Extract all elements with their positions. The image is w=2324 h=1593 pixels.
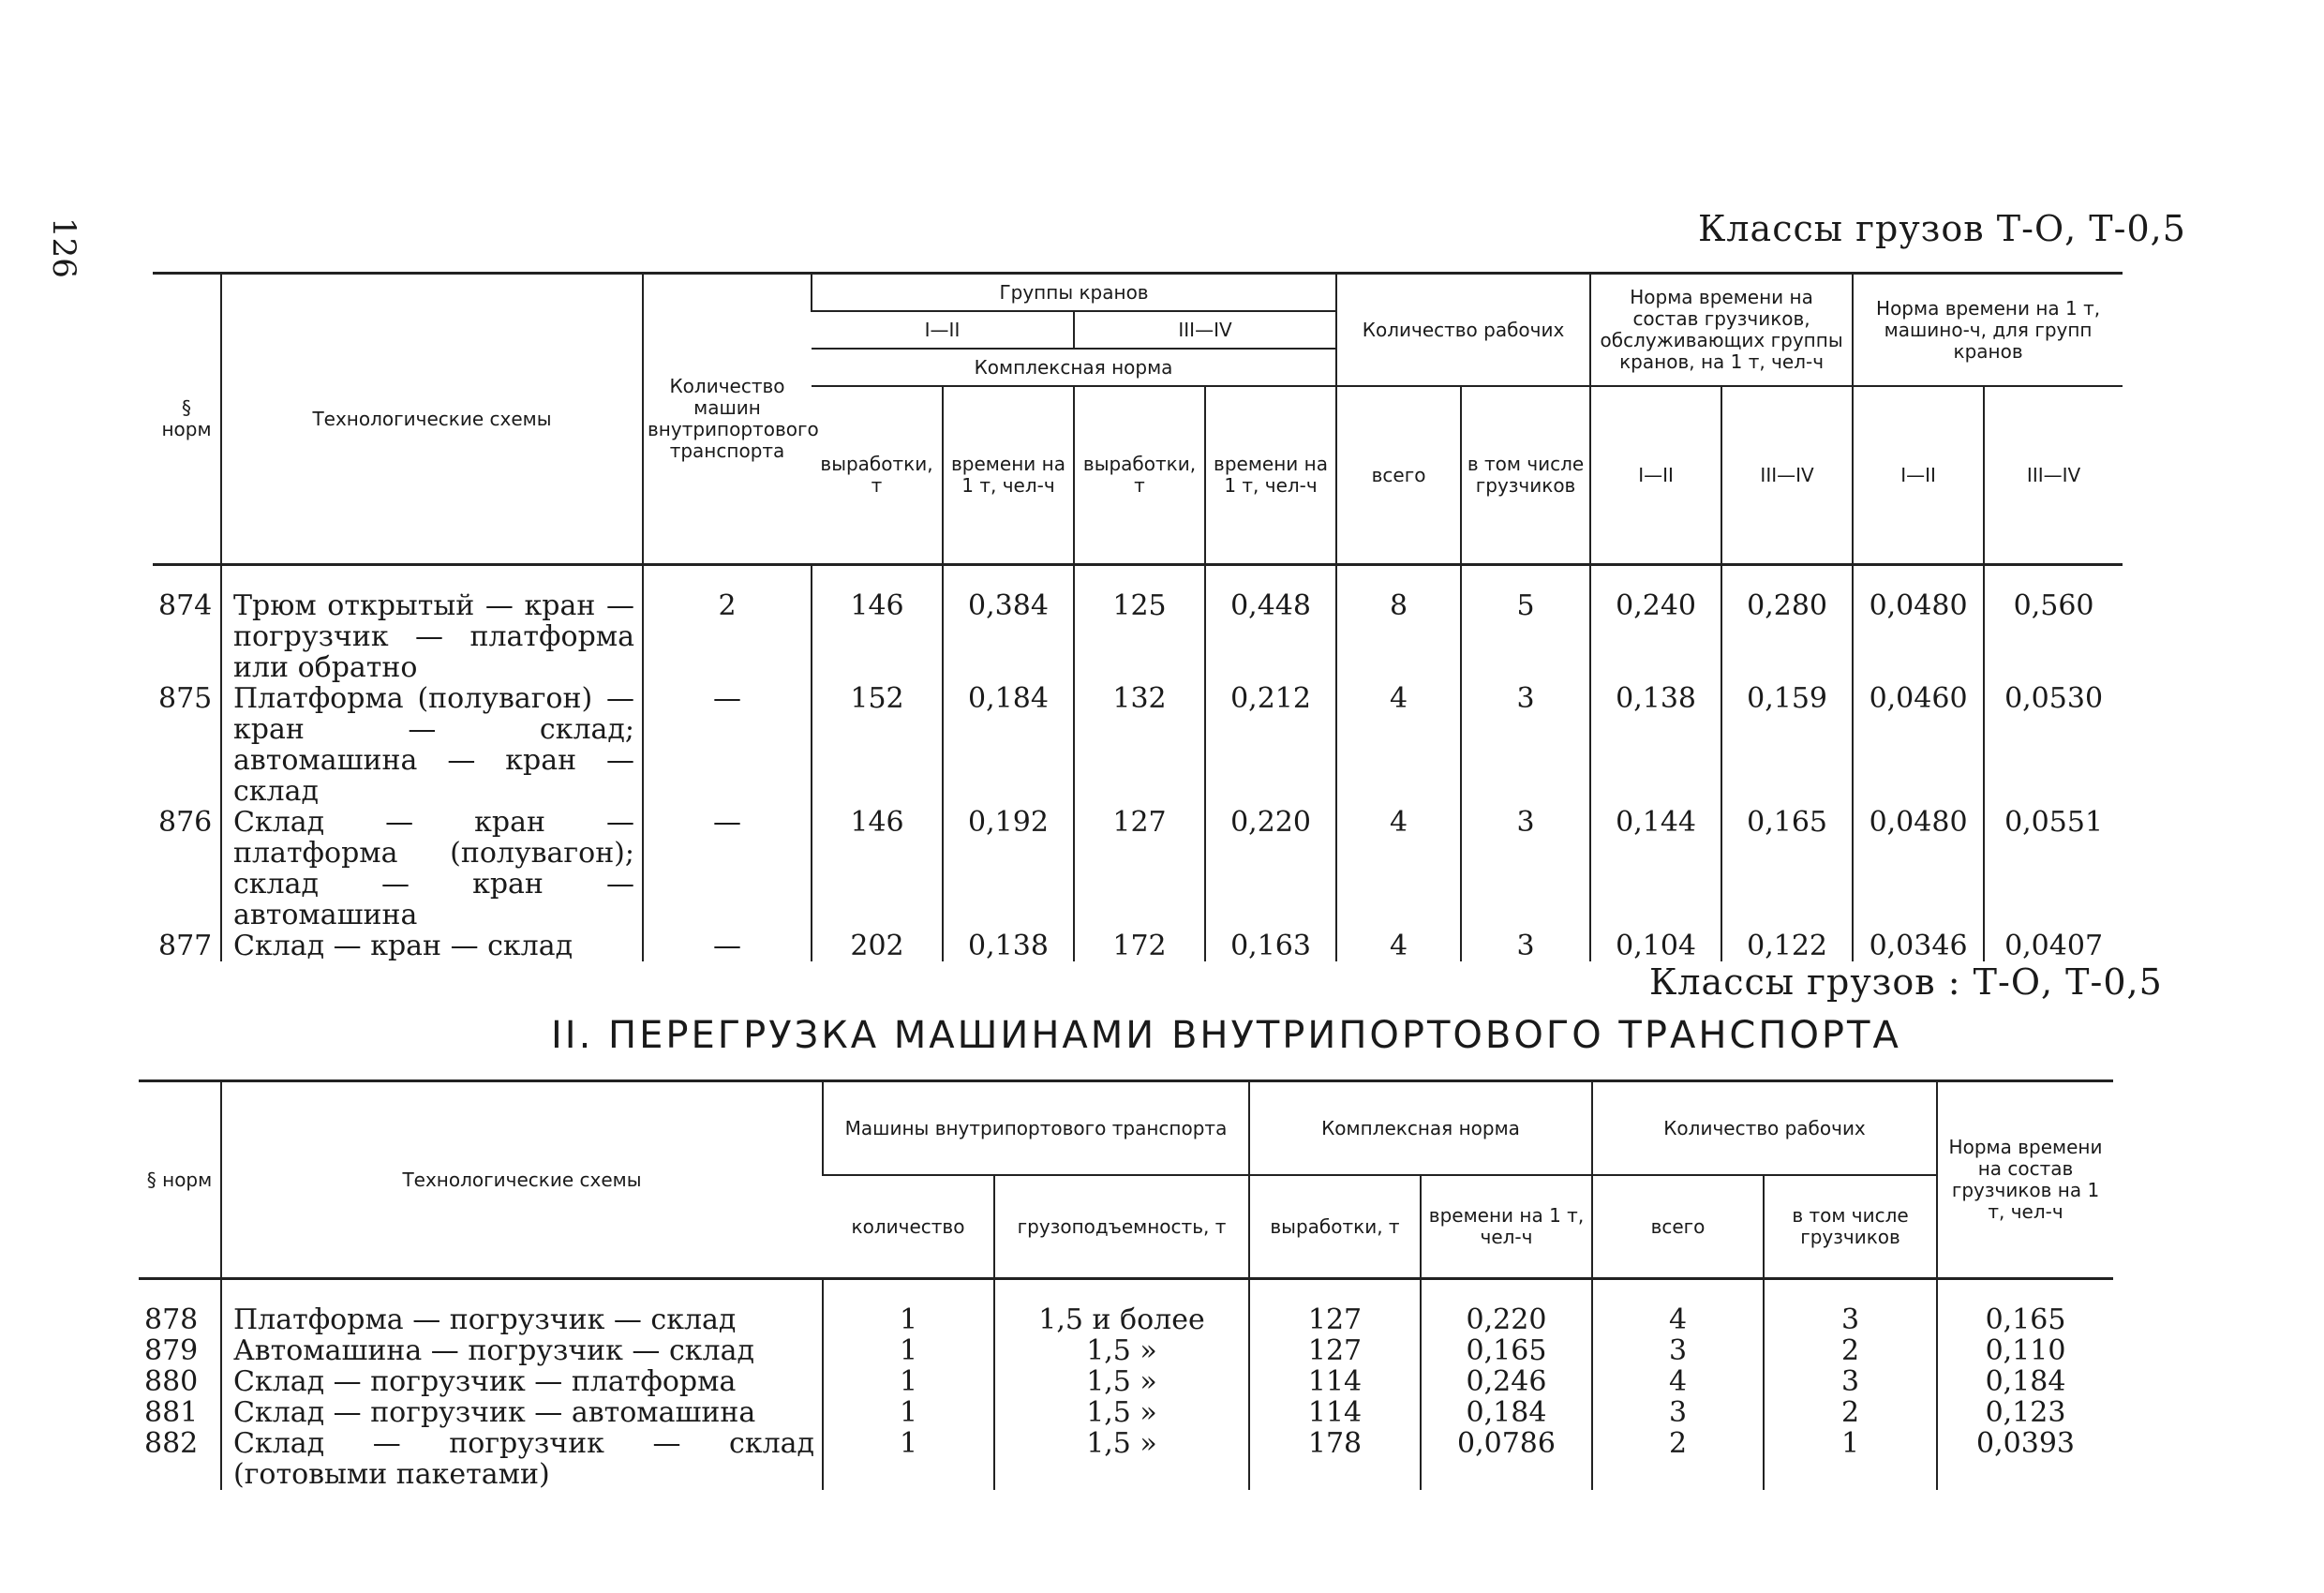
workers-loaders: 1 <box>1764 1428 1937 1490</box>
capacity: 1,5 » <box>994 1428 1249 1490</box>
crew-time: 0,184 <box>1937 1366 2113 1397</box>
machines-count: 2 <box>643 565 812 684</box>
scheme-text: Склад — погрузчик — автомашина <box>221 1397 823 1428</box>
crew-time: 0,110 <box>1937 1335 2113 1366</box>
output-1-2-header: выработки, т <box>820 453 933 497</box>
workers-total-header: всего <box>1592 1175 1764 1279</box>
machine-qty: 1 <box>823 1397 994 1428</box>
norm-number: 880 <box>144 1365 199 1398</box>
time-1-2: 0,138 <box>943 930 1074 961</box>
crew-time-3-4: 0,280 <box>1721 565 1853 684</box>
scheme-text: Склад — погрузчик — платформа <box>221 1366 823 1397</box>
transport-norms-table <box>139 1079 2113 1490</box>
workers-loaders-header: в том числе грузчиков <box>1461 386 1590 565</box>
machine-time-norm-header: Норма времени на 1 т, машино-ч, для групп кранов <box>1853 274 2123 387</box>
group-1-2-header: I—II <box>812 311 1074 349</box>
machine-3-4-header: III—IV <box>1984 386 2123 565</box>
scheme-header: Технологические схемы <box>221 1081 823 1279</box>
output-3-4: 125 <box>1074 565 1205 684</box>
workers-loaders: 3 <box>1461 683 1590 807</box>
output-header: выработки, т <box>1249 1175 1421 1279</box>
workers-loaders: 5 <box>1461 565 1590 684</box>
crew-time-3-4: 0,159 <box>1721 683 1853 807</box>
time-3-4-header: времени на 1 т, чел-ч <box>1205 386 1336 565</box>
machine-qty: 1 <box>823 1335 994 1366</box>
scheme-text: Склад — кран — платформа (полувагон); склад — кран — автомашина <box>221 807 643 930</box>
crew-3-4-header: III—IV <box>1721 386 1853 565</box>
qty-header: количество <box>851 1214 965 1238</box>
time-1-2: 0,384 <box>943 565 1074 684</box>
machine-qty: 1 <box>823 1366 994 1397</box>
workers-loaders: 2 <box>1764 1335 1937 1366</box>
output-3-4-header: выработки, т <box>1074 386 1205 565</box>
capacity: 1,5 » <box>994 1397 1249 1428</box>
time: 0,246 <box>1421 1366 1592 1397</box>
output: 114 <box>1249 1366 1421 1397</box>
time-3-4: 0,212 <box>1205 683 1336 807</box>
capacity: 1,5 » <box>994 1335 1249 1366</box>
machines-count: — <box>643 683 812 807</box>
table-row <box>153 807 2123 930</box>
output-1-2: 202 <box>812 930 943 961</box>
cargo-classes-title: Классы грузов Т-О, Т-0,5 <box>1698 208 2186 249</box>
time-header: времени на 1 т, чел-ч <box>1421 1175 1592 1279</box>
workers-loaders: 2 <box>1764 1397 1937 1428</box>
time-3-4: 0,448 <box>1205 565 1336 684</box>
output-3-4: 127 <box>1074 807 1205 930</box>
time: 0,184 <box>1421 1397 1592 1428</box>
crew-time-1-2: 0,240 <box>1590 565 1721 684</box>
machine-time-3-4: 0,560 <box>1984 565 2123 684</box>
crew-time-1-2: 0,104 <box>1590 930 1721 961</box>
group-3-4-header: III—IV <box>1074 311 1336 349</box>
scheme-text: Трюм открытый — кран — погрузчик — платформа или обратно <box>221 565 643 684</box>
machine-time-3-4: 0,0530 <box>1984 683 2123 807</box>
crew-time-norm-header: Норма времени на состав грузчиков, обслуживающих группы кранов, на 1 т, чел-ч <box>1590 274 1853 387</box>
output-3-4: 132 <box>1074 683 1205 807</box>
workers-total: 4 <box>1336 683 1461 807</box>
machine-time-1-2: 0,0480 <box>1853 565 1984 684</box>
crew-1-2-header: I—II <box>1590 386 1721 565</box>
time: 0,0786 <box>1421 1428 1592 1490</box>
workers-total: 4 <box>1592 1366 1764 1397</box>
norm-number: 874 <box>153 565 221 684</box>
scheme-text: Платформа — погрузчик — склад <box>221 1279 823 1336</box>
norm-number: 876 <box>158 806 213 839</box>
output: 114 <box>1249 1397 1421 1428</box>
scheme-text: Платформа (полувагон) — кран — склад; автомашина — кран — склад <box>221 683 643 807</box>
workers-loaders: 3 <box>1764 1279 1937 1336</box>
machine-qty: 1 <box>823 1428 994 1490</box>
complex-norm-header: Комплексная норма <box>1249 1081 1592 1176</box>
crew-time: 0,123 <box>1937 1397 2113 1428</box>
machine-qty: 1 <box>823 1279 994 1336</box>
output: 178 <box>1249 1428 1421 1490</box>
machines-count: — <box>643 807 812 930</box>
machine-time-1-2: 0,0480 <box>1853 807 1984 930</box>
workers-total: 3 <box>1592 1335 1764 1366</box>
table-row <box>139 1279 2113 1336</box>
time-3-4: 0,163 <box>1205 930 1336 961</box>
table-row <box>153 565 2123 684</box>
workers-loaders: 3 <box>1461 930 1590 961</box>
complex-norm-header: Комплексная норма <box>812 349 1336 386</box>
table-row <box>139 1335 2113 1366</box>
output-1-2: 146 <box>812 565 943 684</box>
time-3-4: 0,220 <box>1205 807 1336 930</box>
scheme-text: Автомашина — погрузчик — склад <box>221 1335 823 1366</box>
workers-total: 4 <box>1336 930 1461 961</box>
workers-total-header: всего <box>1336 386 1461 565</box>
workers-total: 4 <box>1592 1279 1764 1336</box>
norm-header: § норм <box>153 274 221 565</box>
time-1-2: 0,184 <box>943 683 1074 807</box>
workers-total: 3 <box>1592 1397 1764 1428</box>
crane-groups-header: Группы кранов <box>812 274 1336 312</box>
norm-header: § норм <box>139 1081 221 1279</box>
time-1-2-header: времени на 1 т, чел-ч <box>943 386 1074 565</box>
table-row <box>139 1428 2113 1490</box>
capacity-header: грузоподъемность, т <box>994 1175 1249 1279</box>
norm-number: 877 <box>158 930 213 962</box>
section-cargo-classes: Классы грузов : Т-О, Т-0,5 <box>1649 961 2163 1003</box>
machines-count-header: Количество машин внутрипортового транспорта <box>643 274 812 565</box>
crew-time: 0,165 <box>1937 1279 2113 1336</box>
crew-time-1-2: 0,144 <box>1590 807 1721 930</box>
workers-loaders: 3 <box>1764 1366 1937 1397</box>
crane-norms-table <box>153 272 2123 961</box>
time: 0,165 <box>1421 1335 1592 1366</box>
machine-time-3-4: 0,0551 <box>1984 807 2123 930</box>
machines-header: Машины внутрипортового транспорта <box>823 1081 1249 1176</box>
table-row <box>139 1366 2113 1397</box>
machines-count: — <box>643 930 812 961</box>
machine-time-1-2: 0,0460 <box>1853 683 1984 807</box>
norm-number: 875 <box>158 682 213 715</box>
table-row <box>139 1397 2113 1428</box>
scheme-header: Технологические схемы <box>221 274 643 565</box>
time-1-2: 0,192 <box>943 807 1074 930</box>
norm-number: 881 <box>144 1396 199 1429</box>
output-1-2: 152 <box>812 683 943 807</box>
crew-time-3-4: 0,165 <box>1721 807 1853 930</box>
machine-time-1-2: 0,0346 <box>1853 930 1984 961</box>
output: 127 <box>1249 1335 1421 1366</box>
workers-count-header: Количество рабочих <box>1336 274 1590 387</box>
workers-total: 2 <box>1592 1428 1764 1490</box>
workers-loaders: 3 <box>1461 807 1590 930</box>
scheme-text: Склад — кран — склад <box>221 930 643 961</box>
workers-loaders-header: в том числе грузчиков <box>1764 1175 1937 1279</box>
norm-number: 878 <box>139 1279 221 1336</box>
machine-1-2-header: I—II <box>1853 386 1984 565</box>
time: 0,220 <box>1421 1279 1592 1336</box>
scheme-text: Склад — погрузчик — склад (готовыми пакетами) <box>221 1428 823 1490</box>
output-1-2: 146 <box>812 807 943 930</box>
capacity: 1,5 и более <box>994 1279 1249 1336</box>
output-3-4: 172 <box>1074 930 1205 961</box>
crew-time-3-4: 0,122 <box>1721 930 1853 961</box>
output: 127 <box>1249 1279 1421 1336</box>
crew-time-norm-header: Норма времени на состав грузчиков на 1 т, чел-ч <box>1937 1081 2113 1279</box>
table-row <box>153 683 2123 807</box>
norm-number: 879 <box>144 1334 199 1367</box>
crew-time: 0,0393 <box>1937 1428 2113 1490</box>
page-number: 126 <box>45 217 82 278</box>
section-title: II. ПЕРЕГРУЗКА МАШИНАМИ ВНУТРИПОРТОВОГО ТРАНСПОРТА <box>551 1014 1901 1057</box>
crew-time-1-2: 0,138 <box>1590 683 1721 807</box>
machine-time-3-4: 0,0407 <box>1984 930 2123 961</box>
workers-count-header: Количество рабочих <box>1592 1081 1937 1176</box>
norm-number: 882 <box>144 1427 199 1460</box>
capacity: 1,5 » <box>994 1366 1249 1397</box>
table-row <box>153 930 2123 961</box>
workers-total: 8 <box>1336 565 1461 684</box>
workers-total: 4 <box>1336 807 1461 930</box>
